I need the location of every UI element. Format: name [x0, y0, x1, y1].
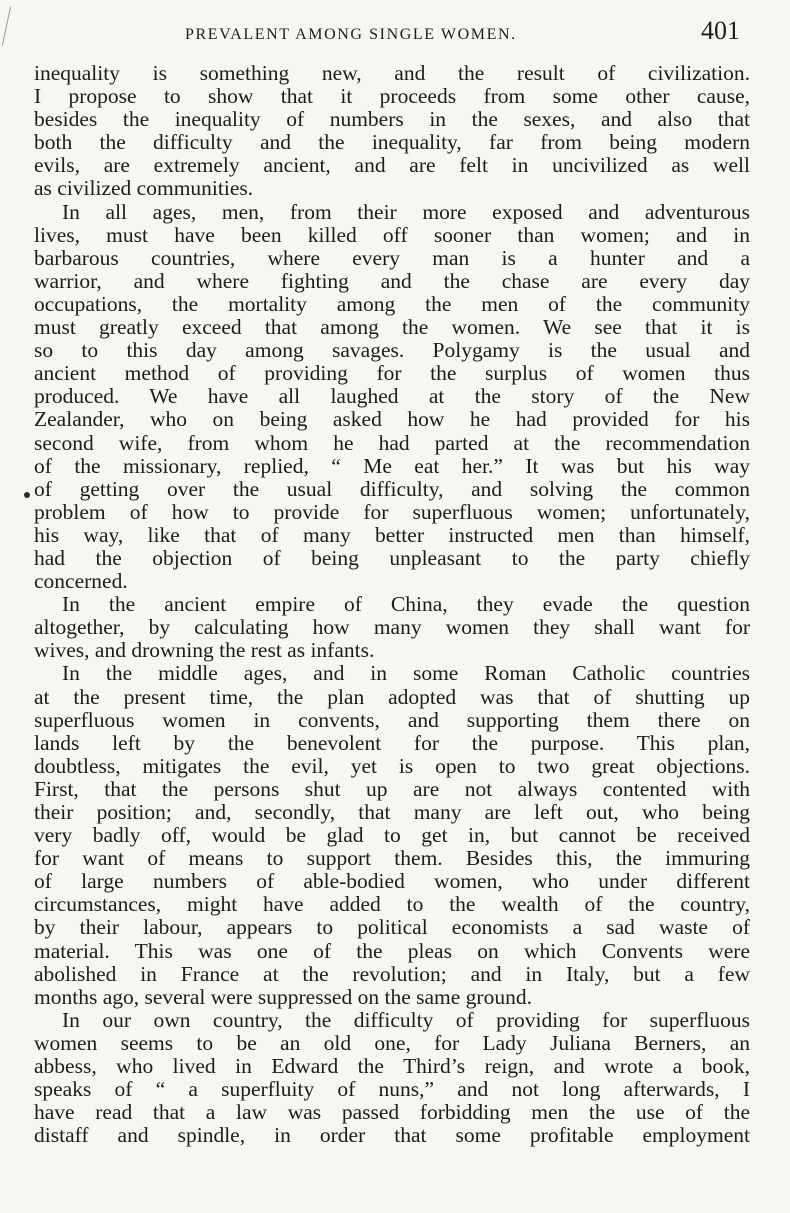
text-line: wives, and drowning the rest as infants.	[34, 638, 375, 663]
text-line: In the ancient empire of China, they evade the question	[62, 592, 750, 617]
text-line: abolished in France at the revolution; and in Italy, but a few	[34, 961, 750, 986]
page-number: 401	[701, 16, 740, 45]
text-line: both the difficulty and the inequality, far from being modern	[34, 130, 750, 155]
text-line: problem of how to provide for superfluous women; unfortunately,	[34, 499, 750, 524]
text-line: lives, must have been killed off sooner than women; and in	[34, 222, 750, 247]
text-line: have read that a law was passed forbidding men the use of the	[34, 1100, 750, 1125]
text-line: In the middle ages, and in some Roman Catholic countries	[62, 661, 750, 686]
text-line: lands left by the benevolent for the purpose. This plan,	[34, 730, 750, 755]
text-line: by their labour, appears to political economists a sad waste of	[34, 915, 750, 940]
running-head: PREVALENT AMONG SINGLE WOMEN.	[185, 26, 517, 43]
text-line: ancient method of providing for the surplus of women thus	[34, 361, 750, 386]
text-line: occupations, the mortality among the men of the community	[34, 291, 750, 316]
text-line: In all ages, men, from their more exposed and adventurous	[62, 199, 750, 224]
text-line: material. This was one of the pleas on which Convents were	[34, 938, 750, 963]
text-line: very badly off, would be glad to get in, but cannot be received	[34, 823, 750, 848]
text-line: as civilized communities.	[34, 176, 254, 201]
text-line: second wife, from whom he had parted at the recommendation	[34, 430, 750, 455]
text-line: their position; and, secondly, that many are left out, who being	[34, 800, 750, 824]
text-line: In our own country, the difficulty of providing for superfluous	[62, 1007, 750, 1032]
text-line: First, that the persons shut up are not always contented with	[34, 776, 750, 801]
text-line: concerned.	[34, 569, 128, 594]
text-line: so to this day among savages. Polygamy is the usual and	[34, 338, 750, 363]
text-line: Zealander, who on being asked how he had provided for his	[34, 407, 750, 432]
text-line: barbarous countries, where every man is a hunter and a	[34, 245, 750, 270]
text-line: circumstances, might have added to the wealth of the country,	[34, 892, 750, 917]
text-line: of getting over the usual difficulty, and solving the common	[34, 476, 750, 501]
text-line: of the missionary, replied, “ Me eat her.” It was but his way	[34, 453, 750, 478]
text-line: at the present time, the plan adopted was that of shutting up	[34, 684, 750, 709]
text-line: his way, like that of many better instructed men than himself,	[34, 522, 750, 547]
text-line: produced. We have all laughed at the story of the New	[34, 384, 750, 409]
text-line: for want of means to support them. Besides this, the immuring	[34, 846, 750, 871]
text-line: of large numbers of able-bodied women, who under different	[34, 869, 750, 894]
text-line: abbess, who lived in Edward the Third’s reign, and wrote a book,	[34, 1054, 750, 1079]
text-line: besides the inequality of numbers in the sexes, and also that	[34, 107, 750, 132]
text-line: warrior, and where fighting and the chase are every day	[34, 268, 750, 293]
text-line: must greatly exceed that among the women. We see that it is	[34, 315, 750, 340]
text-line: altogether, by calculating how many women they shall want for	[34, 615, 750, 640]
page-header	[0, 12, 790, 52]
body-text	[34, 62, 750, 1147]
text-line: superfluous women in convents, and supporting them there on	[34, 707, 750, 732]
text-line: distaff and spindle, in order that some profitable employment	[34, 1123, 750, 1148]
text-line: evils, are extremely ancient, and are felt in uncivilized as well	[34, 153, 750, 178]
text-line: months ago, several were suppressed on the same ground.	[34, 984, 532, 1009]
text-line: had the objection of being unpleasant to the party chiefly	[34, 545, 750, 570]
ink-speck	[24, 492, 30, 498]
text-line: speaks of “ a superfluity of nuns,” and not long afterwards, I	[34, 1077, 750, 1102]
text-line: I propose to show that it proceeds from some other cause,	[34, 84, 750, 109]
text-line: inequality is something new, and the result of civilization.	[34, 61, 750, 85]
text-line: women seems to be an old one, for Lady Juliana Berners, an	[34, 1030, 750, 1055]
text-line: doubtless, mitigates the evil, yet is open to two great objections.	[34, 753, 750, 778]
